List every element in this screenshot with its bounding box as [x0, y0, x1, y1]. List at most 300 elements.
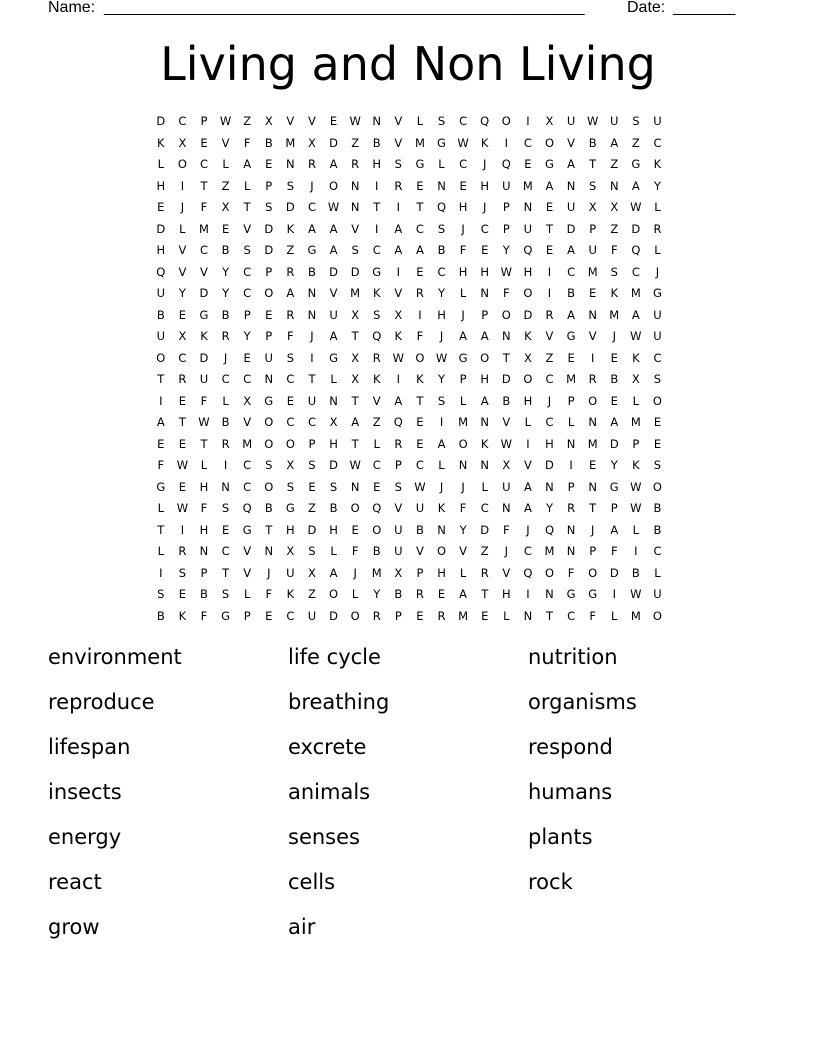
- grid-letter[interactable]: N: [350, 178, 360, 193]
- grid-letter[interactable]: J: [353, 565, 357, 580]
- grid-letter[interactable]: R: [588, 372, 597, 386]
- grid-letter[interactable]: F: [610, 544, 618, 558]
- grid-letter[interactable]: V: [329, 286, 338, 300]
- grid-letter[interactable]: N: [199, 544, 209, 558]
- grid-letter[interactable]: C: [199, 157, 208, 171]
- grid-letter[interactable]: W: [349, 114, 361, 128]
- grid-letter[interactable]: F: [567, 565, 575, 580]
- grid-letter[interactable]: B: [437, 243, 446, 257]
- grid-letter[interactable]: F: [200, 393, 208, 408]
- grid-letter[interactable]: N: [264, 372, 274, 386]
- grid-letter[interactable]: S: [221, 587, 230, 601]
- grid-letter[interactable]: C: [415, 221, 424, 236]
- grid-letter[interactable]: N: [545, 479, 554, 494]
- grid-letter[interactable]: K: [372, 372, 381, 386]
- grid-letter[interactable]: E: [265, 307, 273, 322]
- grid-letter[interactable]: J: [461, 307, 465, 322]
- grid-letter[interactable]: N: [307, 286, 317, 300]
- grid-letter[interactable]: P: [610, 501, 618, 515]
- grid-letter[interactable]: E: [589, 286, 597, 300]
- grid-letter[interactable]: O: [350, 501, 360, 515]
- grid-letter[interactable]: N: [480, 458, 489, 472]
- grid-letter[interactable]: Q: [372, 501, 382, 515]
- grid-letter[interactable]: J: [590, 522, 595, 537]
- grid-letter[interactable]: L: [416, 114, 424, 128]
- grid-letter[interactable]: O: [544, 565, 555, 580]
- grid-letter[interactable]: N: [372, 114, 382, 128]
- grid-letter[interactable]: H: [329, 436, 338, 451]
- grid-letter[interactable]: C: [415, 458, 424, 472]
- grid-letter[interactable]: C: [459, 114, 468, 128]
- grid-letter[interactable]: I: [590, 350, 595, 365]
- grid-letter[interactable]: C: [523, 544, 532, 558]
- grid-letter[interactable]: S: [265, 200, 273, 214]
- grid-letter[interactable]: J: [483, 200, 487, 214]
- grid-letter[interactable]: O: [588, 393, 598, 408]
- grid-letter[interactable]: A: [329, 329, 338, 343]
- grid-letter[interactable]: D: [329, 264, 338, 279]
- grid-letter[interactable]: X: [394, 565, 403, 580]
- grid-letter[interactable]: Y: [373, 587, 381, 601]
- grid-letter[interactable]: S: [286, 178, 295, 193]
- grid-letter[interactable]: J: [547, 393, 552, 408]
- grid-letter[interactable]: Q: [480, 114, 490, 128]
- grid-letter[interactable]: J: [612, 329, 616, 343]
- grid-letter[interactable]: P: [459, 372, 467, 386]
- grid-letter[interactable]: U: [307, 608, 317, 623]
- grid-letter[interactable]: R: [567, 501, 576, 515]
- grid-letter[interactable]: B: [610, 372, 619, 386]
- grid-letter[interactable]: A: [394, 393, 403, 408]
- grid-letter[interactable]: A: [394, 243, 403, 257]
- grid-letter[interactable]: R: [394, 178, 403, 193]
- grid-letter[interactable]: L: [179, 221, 186, 236]
- grid-letter[interactable]: X: [243, 393, 252, 408]
- grid-letter[interactable]: N: [566, 436, 576, 451]
- grid-letter[interactable]: Z: [610, 157, 619, 171]
- grid-letter[interactable]: A: [329, 157, 338, 171]
- grid-letter[interactable]: E: [524, 157, 532, 171]
- grid-letter[interactable]: O: [177, 157, 187, 171]
- grid-letter[interactable]: V: [243, 544, 252, 558]
- grid-letter[interactable]: N: [458, 458, 468, 472]
- grid-letter[interactable]: Z: [308, 587, 316, 601]
- grid-letter[interactable]: F: [243, 135, 251, 150]
- grid-letter[interactable]: Q: [436, 200, 447, 214]
- grid-letter[interactable]: A: [394, 221, 403, 236]
- grid-letter[interactable]: T: [545, 608, 553, 623]
- grid-letter[interactable]: L: [373, 436, 380, 451]
- grid-letter[interactable]: I: [310, 350, 314, 365]
- grid-letter[interactable]: S: [178, 565, 187, 580]
- grid-letter[interactable]: I: [159, 565, 163, 580]
- grid-letter[interactable]: B: [394, 587, 403, 601]
- grid-letter[interactable]: R: [221, 329, 230, 343]
- grid-letter[interactable]: G: [372, 264, 382, 279]
- grid-letter[interactable]: C: [286, 608, 295, 623]
- grid-letter[interactable]: B: [221, 415, 230, 429]
- grid-letter[interactable]: E: [329, 114, 338, 128]
- grid-letter[interactable]: R: [372, 350, 381, 365]
- grid-letter[interactable]: O: [501, 114, 511, 128]
- grid-letter[interactable]: P: [632, 436, 640, 451]
- grid-letter[interactable]: G: [652, 286, 662, 300]
- grid-letter[interactable]: C: [243, 372, 252, 386]
- grid-letter[interactable]: Z: [545, 350, 554, 365]
- grid-letter[interactable]: H: [156, 178, 166, 193]
- grid-letter[interactable]: G: [199, 307, 209, 322]
- grid-letter[interactable]: E: [157, 436, 165, 451]
- grid-letter[interactable]: U: [199, 372, 209, 386]
- grid-letter[interactable]: O: [329, 178, 339, 193]
- grid-letter[interactable]: N: [566, 178, 576, 193]
- grid-letter[interactable]: J: [655, 264, 660, 279]
- grid-letter[interactable]: X: [351, 307, 360, 322]
- grid-letter[interactable]: K: [178, 608, 187, 623]
- grid-letter[interactable]: L: [243, 587, 251, 601]
- grid-letter[interactable]: M: [544, 544, 555, 558]
- grid-letter[interactable]: R: [653, 221, 662, 236]
- grid-letter[interactable]: O: [415, 350, 425, 365]
- grid-letter[interactable]: F: [502, 522, 510, 537]
- grid-letter[interactable]: O: [264, 415, 274, 429]
- grid-letter[interactable]: Z: [221, 178, 230, 193]
- grid-letter[interactable]: T: [157, 372, 165, 386]
- grid-letter[interactable]: F: [589, 608, 596, 623]
- grid-letter[interactable]: K: [632, 458, 640, 472]
- grid-letter[interactable]: C: [437, 264, 446, 279]
- grid-letter[interactable]: V: [243, 221, 252, 236]
- grid-letter[interactable]: D: [329, 135, 338, 150]
- grid-letter[interactable]: T: [200, 436, 208, 451]
- grid-letter[interactable]: C: [567, 608, 576, 623]
- grid-letter[interactable]: M: [630, 608, 641, 623]
- grid-letter[interactable]: D: [545, 458, 554, 472]
- grid-letter[interactable]: E: [351, 522, 359, 537]
- grid-letter[interactable]: B: [372, 544, 381, 558]
- grid-letter[interactable]: G: [588, 587, 598, 601]
- grid-letter[interactable]: N: [609, 178, 619, 193]
- grid-letter[interactable]: H: [458, 264, 468, 279]
- grid-letter[interactable]: S: [157, 587, 165, 601]
- grid-letter[interactable]: E: [481, 243, 489, 257]
- grid-letter[interactable]: C: [243, 286, 252, 300]
- grid-letter[interactable]: H: [480, 264, 490, 279]
- grid-letter[interactable]: S: [265, 458, 273, 472]
- grid-letter[interactable]: M: [609, 307, 620, 322]
- grid-letter[interactable]: T: [589, 501, 597, 515]
- grid-letter[interactable]: L: [157, 501, 164, 515]
- grid-letter[interactable]: V: [221, 135, 230, 150]
- grid-letter[interactable]: Z: [631, 135, 640, 150]
- grid-letter[interactable]: Y: [502, 243, 510, 257]
- grid-letter[interactable]: N: [501, 501, 511, 515]
- grid-letter[interactable]: P: [265, 329, 273, 343]
- grid-letter[interactable]: N: [501, 329, 511, 343]
- grid-letter[interactable]: A: [459, 587, 468, 601]
- grid-letter[interactable]: O: [652, 393, 662, 408]
- grid-letter[interactable]: C: [307, 415, 316, 429]
- grid-letter[interactable]: U: [653, 329, 662, 343]
- grid-letter[interactable]: C: [221, 544, 230, 558]
- grid-letter[interactable]: F: [416, 329, 424, 343]
- grid-letter[interactable]: R: [415, 587, 424, 601]
- grid-letter[interactable]: T: [157, 522, 165, 537]
- grid-letter[interactable]: R: [286, 307, 295, 322]
- grid-letter[interactable]: W: [392, 350, 405, 365]
- grid-letter[interactable]: F: [459, 501, 467, 515]
- grid-letter[interactable]: U: [653, 307, 662, 322]
- grid-letter[interactable]: D: [329, 608, 338, 623]
- grid-letter[interactable]: X: [308, 565, 316, 580]
- grid-letter[interactable]: Y: [243, 329, 251, 343]
- grid-letter[interactable]: D: [523, 307, 533, 322]
- grid-letter[interactable]: P: [265, 178, 273, 193]
- grid-letter[interactable]: O: [588, 565, 598, 580]
- grid-letter[interactable]: I: [526, 587, 530, 601]
- grid-letter[interactable]: G: [264, 393, 274, 408]
- grid-letter[interactable]: D: [631, 221, 641, 236]
- grid-letter[interactable]: F: [351, 544, 359, 558]
- grid-letter[interactable]: A: [243, 157, 252, 171]
- grid-letter[interactable]: O: [501, 307, 511, 322]
- grid-letter[interactable]: Y: [222, 286, 230, 300]
- grid-letter[interactable]: S: [632, 114, 640, 128]
- grid-letter[interactable]: G: [285, 501, 295, 515]
- grid-letter[interactable]: S: [437, 221, 446, 236]
- grid-letter[interactable]: C: [567, 264, 576, 279]
- grid-letter[interactable]: P: [502, 200, 510, 214]
- grid-letter[interactable]: N: [588, 307, 597, 322]
- grid-letter[interactable]: H: [437, 307, 446, 322]
- grid-letter[interactable]: A: [286, 286, 295, 300]
- grid-letter[interactable]: K: [416, 372, 424, 386]
- grid-letter[interactable]: U: [415, 501, 425, 515]
- grid-letter[interactable]: M: [199, 221, 209, 236]
- grid-letter[interactable]: N: [437, 522, 446, 537]
- grid-letter[interactable]: G: [307, 243, 317, 257]
- grid-letter[interactable]: E: [265, 157, 273, 171]
- grid-letter[interactable]: D: [609, 436, 619, 451]
- grid-letter[interactable]: A: [308, 221, 316, 236]
- grid-letter[interactable]: D: [329, 458, 338, 472]
- grid-letter[interactable]: H: [156, 243, 166, 257]
- grid-letter[interactable]: V: [178, 264, 187, 279]
- grid-letter[interactable]: C: [523, 135, 532, 150]
- grid-letter[interactable]: A: [523, 501, 532, 515]
- grid-letter[interactable]: E: [481, 608, 489, 623]
- grid-letter[interactable]: E: [221, 221, 230, 236]
- grid-letter[interactable]: A: [459, 329, 468, 343]
- grid-letter[interactable]: V: [308, 114, 316, 128]
- grid-letter[interactable]: D: [501, 372, 511, 386]
- grid-letter[interactable]: H: [480, 178, 490, 193]
- grid-letter[interactable]: X: [351, 372, 360, 386]
- grid-letter[interactable]: G: [437, 135, 446, 150]
- grid-letter[interactable]: L: [438, 458, 445, 472]
- grid-letter[interactable]: I: [223, 458, 228, 472]
- grid-letter[interactable]: U: [653, 587, 662, 601]
- grid-letter[interactable]: O: [329, 587, 339, 601]
- grid-letter[interactable]: G: [609, 479, 619, 494]
- grid-letter[interactable]: R: [545, 307, 554, 322]
- grid-letter[interactable]: J: [223, 350, 228, 365]
- grid-letter[interactable]: W: [176, 501, 189, 515]
- grid-letter[interactable]: P: [502, 221, 510, 236]
- grid-letter[interactable]: O: [350, 608, 360, 623]
- grid-letter[interactable]: O: [264, 436, 274, 451]
- grid-letter[interactable]: R: [221, 436, 230, 451]
- grid-letter[interactable]: A: [480, 393, 489, 408]
- grid-letter[interactable]: Q: [242, 501, 252, 515]
- grid-letter[interactable]: K: [286, 587, 295, 601]
- grid-letter[interactable]: L: [611, 608, 618, 623]
- grid-letter[interactable]: V: [459, 544, 468, 558]
- grid-letter[interactable]: W: [198, 415, 210, 429]
- grid-letter[interactable]: W: [219, 114, 232, 128]
- grid-letter[interactable]: O: [264, 286, 274, 300]
- grid-letter[interactable]: N: [480, 286, 489, 300]
- grid-letter[interactable]: A: [567, 243, 576, 257]
- grid-letter[interactable]: C: [459, 157, 468, 171]
- grid-letter[interactable]: W: [500, 436, 512, 451]
- grid-letter[interactable]: Q: [372, 329, 382, 343]
- grid-letter[interactable]: W: [630, 479, 642, 494]
- grid-letter[interactable]: K: [372, 286, 381, 300]
- grid-letter[interactable]: C: [243, 458, 252, 472]
- grid-letter[interactable]: C: [286, 415, 295, 429]
- grid-letter[interactable]: L: [567, 415, 575, 429]
- grid-letter[interactable]: B: [567, 286, 576, 300]
- grid-letter[interactable]: R: [178, 544, 187, 558]
- grid-letter[interactable]: T: [178, 415, 186, 429]
- grid-letter[interactable]: S: [653, 458, 662, 472]
- grid-letter[interactable]: B: [156, 608, 165, 623]
- grid-letter[interactable]: A: [567, 307, 576, 322]
- grid-letter[interactable]: X: [394, 307, 403, 322]
- grid-letter[interactable]: I: [396, 372, 401, 386]
- grid-letter[interactable]: N: [545, 587, 554, 601]
- grid-letter[interactable]: C: [372, 458, 381, 472]
- grid-letter[interactable]: E: [567, 350, 575, 365]
- grid-letter[interactable]: W: [414, 479, 426, 494]
- grid-letter[interactable]: E: [178, 479, 187, 494]
- grid-letter[interactable]: U: [653, 114, 662, 128]
- grid-letter[interactable]: E: [243, 350, 251, 365]
- grid-letter[interactable]: N: [350, 200, 360, 214]
- grid-letter[interactable]: N: [523, 200, 533, 214]
- grid-letter[interactable]: E: [610, 350, 618, 365]
- grid-letter[interactable]: V: [351, 221, 360, 236]
- grid-letter[interactable]: S: [243, 243, 251, 257]
- grid-letter[interactable]: P: [567, 479, 575, 494]
- grid-letter[interactable]: W: [349, 458, 361, 472]
- grid-letter[interactable]: X: [351, 350, 360, 365]
- grid-letter[interactable]: O: [372, 522, 382, 537]
- grid-letter[interactable]: A: [329, 243, 338, 257]
- grid-letter[interactable]: U: [329, 307, 338, 322]
- grid-letter[interactable]: W: [457, 135, 469, 150]
- grid-letter[interactable]: N: [588, 479, 597, 494]
- grid-letter[interactable]: E: [178, 307, 187, 322]
- grid-letter[interactable]: V: [588, 329, 597, 343]
- grid-letter[interactable]: Y: [653, 178, 661, 193]
- grid-letter[interactable]: L: [243, 178, 251, 193]
- grid-letter[interactable]: K: [610, 286, 619, 300]
- grid-letter[interactable]: P: [481, 307, 489, 322]
- grid-letter[interactable]: P: [589, 544, 597, 558]
- grid-letter[interactable]: M: [414, 135, 425, 150]
- grid-letter[interactable]: R: [372, 608, 381, 623]
- grid-letter[interactable]: T: [351, 436, 359, 451]
- grid-letter[interactable]: A: [156, 415, 165, 429]
- grid-letter[interactable]: I: [547, 286, 552, 300]
- grid-letter[interactable]: S: [437, 114, 446, 128]
- grid-letter[interactable]: L: [481, 479, 488, 494]
- grid-letter[interactable]: J: [267, 565, 271, 580]
- grid-letter[interactable]: H: [501, 587, 511, 601]
- grid-letter[interactable]: E: [545, 243, 554, 257]
- grid-letter[interactable]: C: [653, 135, 662, 150]
- grid-letter[interactable]: N: [307, 307, 317, 322]
- grid-letter[interactable]: N: [437, 178, 446, 193]
- grid-letter[interactable]: N: [264, 544, 274, 558]
- grid-letter[interactable]: X: [329, 415, 338, 429]
- grid-letter[interactable]: P: [567, 393, 575, 408]
- grid-letter[interactable]: I: [396, 200, 401, 214]
- grid-letter[interactable]: K: [394, 329, 403, 343]
- grid-letter[interactable]: I: [526, 436, 530, 451]
- grid-letter[interactable]: E: [416, 415, 424, 429]
- grid-letter[interactable]: C: [243, 264, 252, 279]
- grid-letter[interactable]: E: [373, 479, 381, 494]
- grid-letter[interactable]: Q: [544, 522, 555, 537]
- grid-letter[interactable]: Q: [393, 415, 403, 429]
- grid-letter[interactable]: E: [545, 200, 554, 214]
- grid-letter[interactable]: B: [156, 307, 165, 322]
- grid-letter[interactable]: M: [285, 135, 296, 150]
- grid-letter[interactable]: S: [286, 350, 295, 365]
- grid-letter[interactable]: I: [396, 264, 401, 279]
- date-field-line[interactable]: _______: [673, 0, 736, 16]
- grid-letter[interactable]: W: [630, 200, 642, 214]
- grid-letter[interactable]: I: [180, 178, 185, 193]
- grid-letter[interactable]: L: [330, 544, 337, 558]
- grid-letter[interactable]: W: [500, 264, 512, 279]
- grid-letter[interactable]: B: [372, 135, 381, 150]
- grid-letter[interactable]: L: [222, 157, 229, 171]
- grid-letter[interactable]: E: [437, 587, 446, 601]
- grid-letter[interactable]: A: [631, 178, 640, 193]
- grid-letter[interactable]: S: [329, 479, 338, 494]
- grid-letter[interactable]: X: [221, 200, 230, 214]
- grid-letter[interactable]: Z: [308, 501, 316, 515]
- grid-letter[interactable]: Z: [372, 415, 381, 429]
- grid-letter[interactable]: T: [308, 372, 316, 386]
- grid-letter[interactable]: U: [566, 114, 576, 128]
- grid-letter[interactable]: V: [372, 393, 381, 408]
- grid-letter[interactable]: C: [199, 243, 208, 257]
- grid-letter[interactable]: Y: [438, 286, 446, 300]
- grid-letter[interactable]: F: [287, 329, 294, 343]
- grid-letter[interactable]: A: [329, 221, 338, 236]
- grid-letter[interactable]: V: [200, 264, 208, 279]
- grid-letter[interactable]: X: [588, 200, 597, 214]
- grid-letter[interactable]: K: [286, 221, 295, 236]
- grid-letter[interactable]: E: [416, 264, 424, 279]
- grid-letter[interactable]: H: [372, 157, 382, 171]
- grid-letter[interactable]: I: [526, 114, 530, 128]
